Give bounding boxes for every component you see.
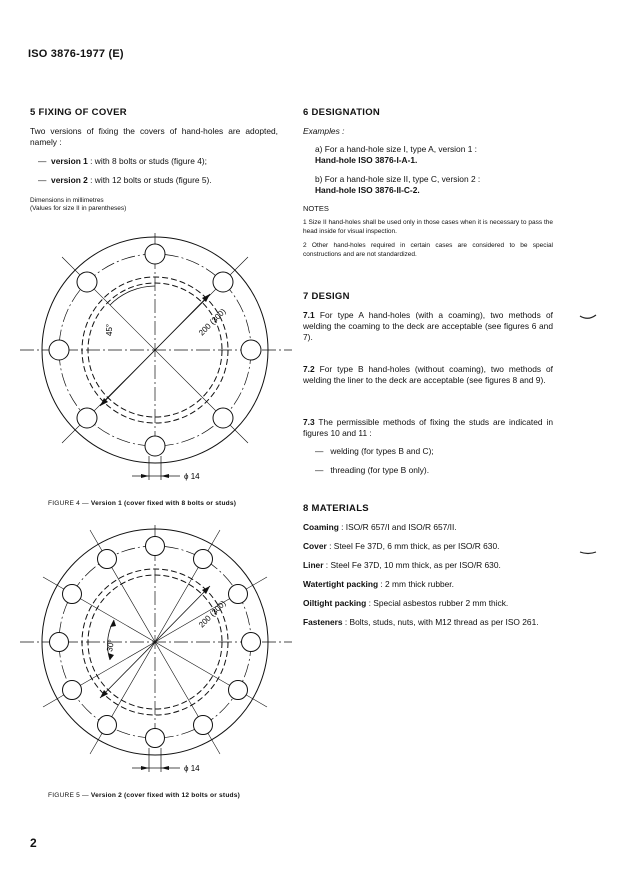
bolt-hole (146, 729, 165, 748)
bolt-hole (77, 272, 97, 292)
diameter-label: 200 (300) (197, 306, 228, 338)
paragraph-text: For type B hand-holes (without coaming), two methods of welding the liner to the deck are acceptable (see figures 8 and 9). (303, 364, 553, 385)
bolt-hole (50, 633, 69, 652)
figure-4-caption (48, 500, 236, 507)
figure-4-drawing (20, 228, 292, 490)
list-item (315, 446, 434, 457)
material-item (303, 598, 553, 609)
bullet-text: : with 8 bolts or studs (figure 4); (87, 156, 207, 166)
notes-title: NOTES (303, 204, 329, 213)
section-7-title: 7 DESIGN (303, 291, 350, 302)
section-5-intro: Two versions of fixing the covers of hand-holes are adopted, namely : (30, 126, 278, 147)
margin-mark (578, 548, 598, 558)
paragraph-number: 7.2 (303, 364, 315, 374)
paragraph-text: The permissible methods of fixing the studs are indicated in figures 10 and 11 : (303, 417, 553, 438)
material-label: Liner (303, 560, 324, 570)
material-item (303, 617, 553, 628)
material-label: Fasteners (303, 617, 343, 627)
material-label: Oiltight packing (303, 598, 367, 608)
bolt-hole (145, 244, 165, 264)
material-item (303, 579, 553, 590)
bolt-hole (213, 272, 233, 292)
bolt-hole (194, 716, 213, 735)
diameter-label: 200 (300) (197, 598, 228, 630)
paragraph-number: 7.1 (303, 310, 315, 320)
bolt-hole (63, 585, 82, 604)
section-8-title: 8 MATERIALS (303, 503, 369, 514)
section-6-title: 6 DESIGNATION (303, 107, 381, 118)
caption-text: Version 1 (cover fixed with 8 bolts or studs) (90, 500, 237, 507)
paragraph-7-1 (303, 310, 553, 343)
material-item (303, 560, 553, 571)
bolt-hole (145, 436, 165, 456)
caption-text: Version 2 (cover fixed with 12 bolts or studs) (90, 792, 241, 799)
example-a-code: Hand-hole ISO 3876-I-A-1. (315, 155, 418, 165)
bolt-hole (98, 550, 117, 569)
figure-5-drawing (20, 520, 292, 782)
material-label: Cover (303, 541, 327, 551)
bolt-diameter-label: ϕ 14 (184, 764, 200, 773)
bullet-label: version 2 (51, 175, 88, 185)
figure-5-caption (48, 792, 240, 799)
paragraph-7-3 (303, 417, 553, 439)
margin-mark (578, 312, 598, 322)
caption-prefix: FIGURE 4 — (48, 500, 91, 507)
bolt-hole (146, 537, 165, 556)
note-1: 1 Size II hand-holes shall be used only in those cases when it is necessary to pass the head inside for visual inspection. (303, 219, 553, 235)
bullet-text: : with 12 bolts or studs (figure 5). (87, 175, 212, 185)
list-item-text: welding (for types B and C); (330, 446, 434, 456)
examples-label: Examples : (303, 126, 345, 136)
section-5-title: 5 FIXING OF COVER (30, 107, 127, 118)
dash: — (38, 156, 52, 166)
material-item (303, 541, 553, 552)
example-b-code: Hand-hole ISO 3876-II-C-2. (315, 185, 420, 195)
page-number: 2 (30, 836, 37, 850)
caption-prefix: FIGURE 5 — (48, 792, 91, 799)
bolt-hole (49, 340, 69, 360)
example-a-text: a) For a hand-hole size I, type A, version 1 : (315, 144, 477, 154)
bolt-hole (241, 340, 261, 360)
material-text: : Steel Fe 37D, 10 mm thick, as per ISO/R 630. (323, 560, 501, 570)
bolt-diameter-label: ϕ 14 (184, 472, 200, 481)
bolt-hole (213, 408, 233, 428)
paragraph-text: For type A hand-holes (with a coaming), two methods of welding the coaming to the deck are acceptable (see figures 6 and 7). (303, 310, 553, 342)
material-text: : Steel Fe 37D, 6 mm thick, as per ISO/R 630. (326, 541, 500, 551)
paragraph-number: 7.3 (303, 417, 315, 427)
paragraph-7-2 (303, 364, 553, 386)
material-text: : 2 mm thick rubber. (378, 579, 454, 589)
document-header: ISO 3876-1977 (E) (28, 48, 124, 60)
bolt-hole (63, 681, 82, 700)
angle-label: 30° (105, 638, 117, 653)
dash: — (38, 175, 52, 185)
bolt-hole (229, 681, 248, 700)
list-item-text: threading (for type B only). (330, 465, 430, 475)
angle-label: 45° (105, 323, 114, 336)
material-text: : Bolts, studs, nuts, with M12 thread as per ISO 261. (342, 617, 539, 627)
material-text: : ISO/R 657/I and ISO/R 657/II. (338, 522, 457, 532)
example-b-text: b) For a hand-hole size II, type C, version 2 : (315, 174, 481, 184)
list-item (315, 465, 429, 476)
material-label: Coaming (303, 522, 339, 532)
bolt-hole (77, 408, 97, 428)
material-text: : Special asbestos rubber 2 mm thick. (366, 598, 509, 608)
bullet-label: version 1 (51, 156, 88, 166)
bolt-hole (194, 550, 213, 569)
note-2: 2 Other hand-holes required in certain cases are considered to be special constructions and are not standardized. (303, 242, 553, 258)
list-item (38, 175, 278, 186)
dimensions-note-sub: (Values for size II in parentheses) (30, 205, 127, 212)
bolt-hole (229, 585, 248, 604)
dimensions-note: Dimensions in millimetres (30, 197, 104, 204)
material-item (303, 522, 553, 533)
bolt-hole (98, 716, 117, 735)
dash: — (315, 465, 331, 475)
dash: — (315, 446, 331, 456)
material-label: Watertight packing (303, 579, 379, 589)
bolt-hole (242, 633, 261, 652)
list-item (38, 156, 278, 167)
